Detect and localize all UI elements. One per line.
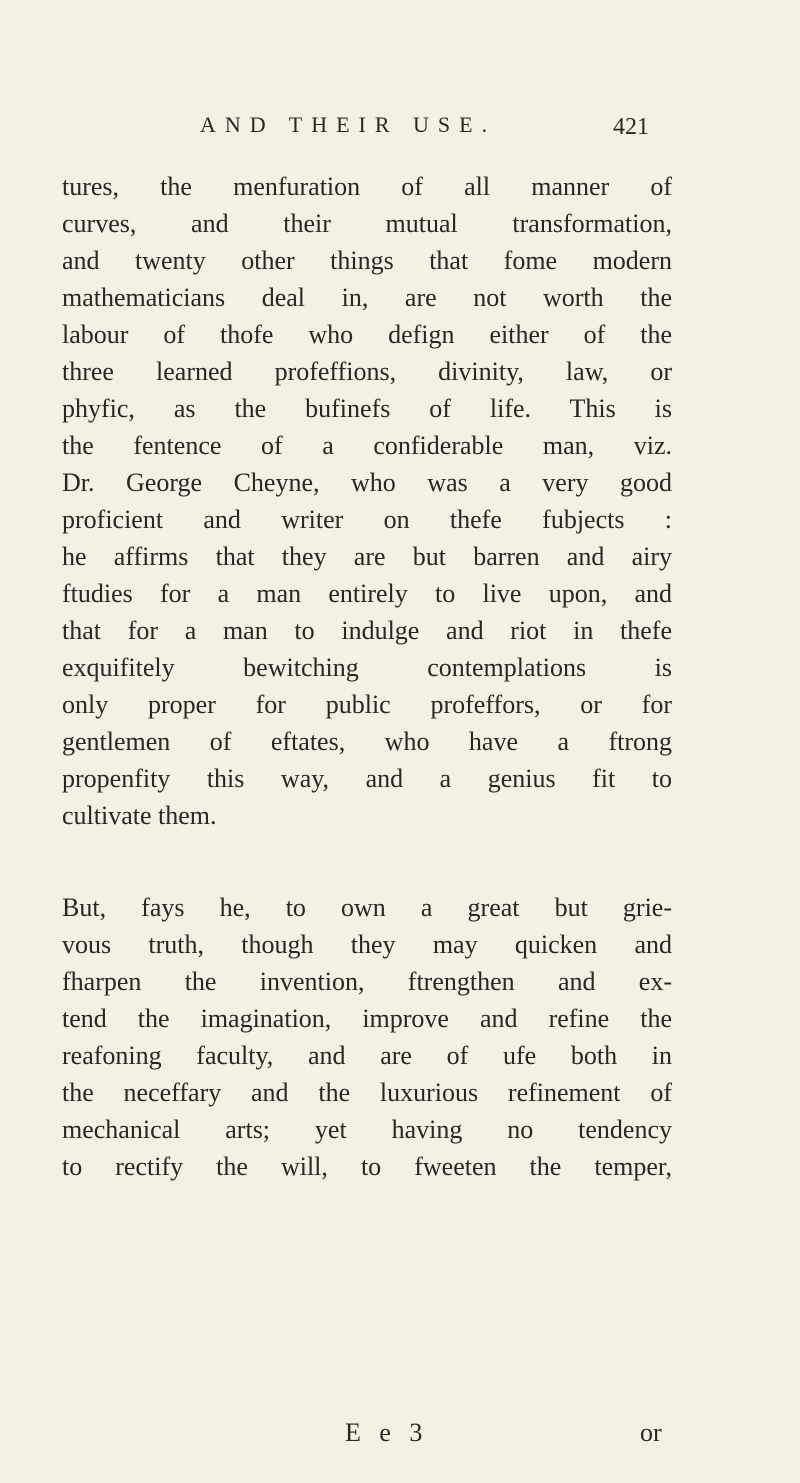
text-line: phyfic, as the bufinefs of life. This is	[62, 394, 672, 423]
page-number: 421	[613, 114, 649, 140]
text-line: reafoning faculty, and are of ufe both in	[62, 1041, 672, 1070]
page-header	[0, 112, 800, 152]
text-line: exquifitely bewitching contemplations is	[62, 653, 672, 682]
paragraph-gap	[62, 834, 672, 889]
body-text	[62, 168, 672, 1185]
text-line: vous truth, though they may quicken and	[62, 930, 672, 959]
signature-mark: E e 3	[345, 1418, 429, 1447]
page-footer	[0, 1418, 800, 1458]
text-line: labour of thofe who defign either of the	[62, 320, 672, 349]
text-line: proficient and writer on thefe fubjects :	[62, 505, 672, 534]
catchword: or	[640, 1418, 662, 1447]
paragraph	[62, 889, 672, 1185]
text-line: cultivate them.	[62, 801, 217, 830]
text-line: curves, and their mutual transformation,	[62, 209, 672, 238]
text-line: mechanical arts; yet having no tendency	[62, 1115, 672, 1144]
text-line: that for a man to indulge and riot in thefe	[62, 616, 672, 645]
text-line: ftudies for a man entirely to live upon, and	[62, 579, 672, 608]
text-line: the fentence of a confiderable man, viz.	[62, 431, 672, 460]
text-line: tend the imagination, improve and refine the	[62, 1004, 672, 1033]
text-line: only proper for public profeffors, or for	[62, 690, 672, 719]
text-line: the neceffary and the luxurious refinement of	[62, 1078, 672, 1107]
text-line: fharpen the invention, ftrengthen and ex-	[62, 967, 672, 996]
text-line: tures, the menfuration of all manner of	[62, 172, 672, 201]
text-line: three learned profeffions, divinity, law, or	[62, 357, 672, 386]
text-line: gentlemen of eftates, who have a ftrong	[62, 727, 672, 756]
text-line: and twenty other things that fome modern	[62, 246, 672, 275]
text-line: Dr. George Cheyne, who was a very good	[62, 468, 672, 497]
text-line: to rectify the will, to fweeten the temper,	[62, 1152, 672, 1181]
paragraph	[62, 168, 672, 834]
text-line: he affirms that they are but barren and airy	[62, 542, 672, 571]
text-line: But, fays he, to own a great but grie-	[62, 893, 672, 922]
text-line: propenfity this way, and a genius fit to	[62, 764, 672, 793]
text-line: mathematicians deal in, are not worth the	[62, 283, 672, 312]
running-head: AND THEIR USE.	[200, 112, 497, 137]
